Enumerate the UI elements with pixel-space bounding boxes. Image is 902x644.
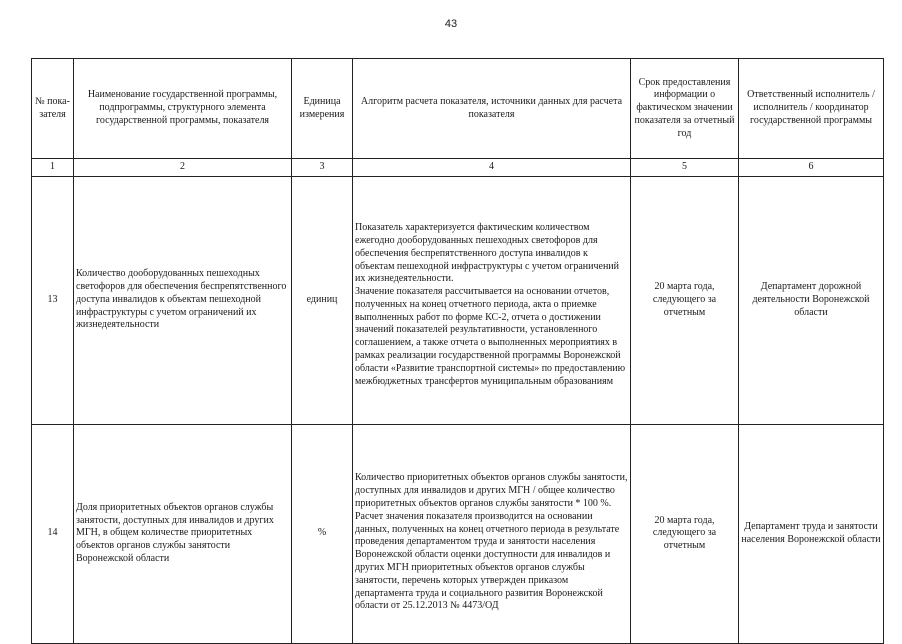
header-unit: Единица измерения [292,59,353,159]
column-number: 4 [353,159,631,177]
row-number: 13 [32,176,74,424]
page-number: 43 [444,18,458,30]
indicator-unit: % [292,424,353,643]
header-name: Наименование государственной программы, подпрограммы, структурного элемента государственной программы, показателя [74,59,292,159]
header-number: № пока-зателя [32,59,74,159]
algorithm-paragraph: Значение показателя рассчитывается на основании отчетов, полученных на конец отчетного периода, акта о приемке выполненных работ по форме КС-2, отчета о достижении значений показателей результативности, установленного соглашением, а также отчета о выполненных мероприятиях в рамках реализации государственной программы Воронежской области «Развитие транспортной системы» по предоставлению межбюджетных трансфертов муниципальным образованиям [355,286,626,387]
table-row [32,424,884,643]
column-number: 3 [292,159,353,177]
algorithm-paragraph: Количество приоритетных объектов органов службы занятости, доступных для инвалидов и других МГН / общее количество приоритетных объектов органов службы занятости * 100 %. [355,472,628,509]
header-responsible: Ответственный исполнитель / исполнитель / координатор государственной программы [739,59,884,159]
table-row [32,176,884,424]
header-row [32,59,884,159]
row-number: 14 [32,424,74,643]
indicator-algorithm [353,176,631,424]
reporting-term: 20 марта года, следующего за отчетным [631,176,739,424]
indicator-unit: единиц [292,176,353,424]
indicator-name: Доля приоритетных объектов органов службы занятости, доступных для инвалидов и других МГН, в общем количестве приоритетных объектов органов службы занятости Воронежской области [74,424,292,643]
responsible-executor: Департамент дорожной деятельности Воронежской области [739,176,884,424]
column-number-row [32,159,884,177]
column-number: 2 [74,159,292,177]
header-term: Срок предоставления информации о фактическом значении показателя за отчетный год [631,59,739,159]
reporting-term: 20 марта года, следующего за отчетным [631,424,739,643]
column-number: 1 [32,159,74,177]
responsible-executor: Департамент труда и занятости населения Воронежской области [739,424,884,643]
column-number: 6 [739,159,884,177]
algorithm-paragraph: Показатель характеризуется фактическим количеством ежегодно дооборудованных пешеходных светофоров для обеспечения беспрепятственного доступа инвалидов к объектам пешеходной инфраструктуры с учетом ограничений их жизнедеятельности. [355,222,620,285]
algorithm-paragraph: Расчет значения показателя производится на основании данных, полученных на конец отчетного периода в результате проведения департаментом труда и занятости населения Воронежской области оценки доступности для инвалидов и других МГН приоритетных объектов органов службы занятости, перечень которых утвержден приказом департамента труда и социального развития Воронежской области от 25.12.2013 № 4473/ОД [355,510,620,612]
indicator-name: Количество дооборудованных пешеходных светофоров для обеспечения беспрепятственного доступа инвалидов к объектам пешеходной инфраструктуры с учетом ограничений их жизнедеятельности [74,176,292,424]
indicator-table [31,58,884,644]
header-algorithm: Алгоритм расчета показателя, источники данных для расчета показателя [353,59,631,159]
indicator-algorithm [353,424,631,643]
column-number: 5 [631,159,739,177]
